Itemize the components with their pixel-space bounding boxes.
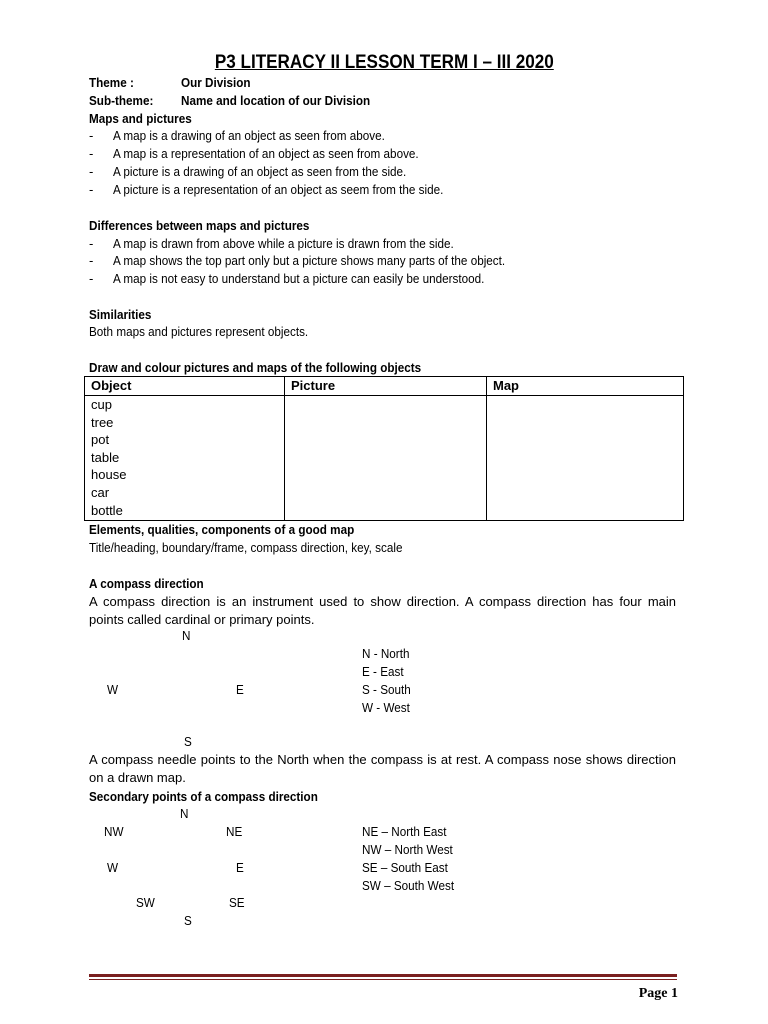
column-header-map: Map — [487, 377, 684, 396]
compass-note: A compass needle points to the North when the compass is at rest. A compass nose shows direction on a drawn map. — [89, 752, 676, 785]
secondary-w: W — [107, 860, 119, 875]
secondary-nw: NW — [104, 824, 124, 839]
compass-legend-item: E - East — [362, 664, 404, 679]
object-item: car — [91, 484, 110, 500]
compass-e: E — [236, 682, 244, 697]
secondary-sw: SW — [136, 895, 155, 910]
secondary-n: N — [180, 806, 189, 821]
footer-rule — [89, 974, 677, 977]
page-title: P3 LITERACY II LESSON TERM I – III 2020 — [214, 52, 554, 73]
bullet-dash: - — [89, 236, 94, 251]
maps-pictures-bullet: A map is a representation of an object as seen from above. — [113, 146, 419, 161]
subtheme-value: Name and location of our Division — [181, 93, 371, 108]
object-item: pot — [91, 432, 110, 448]
differences-heading: Differences between maps and pictures — [89, 218, 310, 233]
object-item: house — [91, 467, 127, 483]
differences-bullet: A map is drawn from above while a picture is drawn from the side. — [113, 236, 454, 251]
column-header-picture: Picture — [285, 377, 487, 396]
secondary-legend-item: SE – South East — [362, 860, 448, 875]
bullet-dash: - — [89, 146, 94, 161]
theme-value: Our Division — [181, 75, 251, 90]
object-item: bottle — [91, 502, 123, 518]
bullet-dash: - — [89, 164, 94, 179]
column-header-object: Object — [85, 377, 285, 396]
maps-pictures-bullet: A map is a drawing of an object as seen from above. — [113, 128, 385, 143]
object-item: cup — [91, 397, 112, 412]
compass-legend-item: S - South — [362, 682, 411, 697]
secondary-se: SE — [229, 895, 245, 910]
compass-intro: A compass direction is an instrument used to show direction. A compass direction has four main points called cardinal or primary points. — [89, 594, 676, 627]
bullet-dash: - — [89, 271, 94, 286]
map-cell — [487, 396, 684, 521]
secondary-ne: NE — [226, 824, 243, 839]
maps-pictures-heading: Maps and pictures — [89, 111, 192, 126]
compass-legend-item: N - North — [362, 646, 410, 661]
secondary-s: S — [184, 913, 192, 928]
elements-text: Title/heading, boundary/frame, compass direction, key, scale — [89, 540, 403, 555]
similarities-heading: Similarities — [89, 307, 152, 322]
secondary-e: E — [236, 860, 244, 875]
page-number: Page 1 — [638, 986, 678, 1001]
secondary-legend-item: NW – North West — [362, 842, 453, 857]
compass-s: S — [184, 734, 192, 749]
maps-pictures-bullet: A picture is a representation of an object as seem from the side. — [113, 182, 444, 197]
compass-n: N — [182, 628, 191, 643]
secondary-heading: Secondary points of a compass direction — [89, 789, 318, 804]
differences-bullet: A map is not easy to understand but a picture can easily be understood. — [113, 271, 485, 286]
maps-pictures-bullet: A picture is a drawing of an object as seen from the side. — [113, 164, 407, 179]
object-list-cell — [85, 396, 285, 521]
compass-w: W — [107, 682, 119, 697]
object-item: table — [91, 449, 120, 465]
objects-table — [84, 376, 684, 521]
subtheme-label: Sub-theme: — [89, 93, 154, 108]
secondary-legend-item: SW – South West — [362, 878, 455, 893]
theme-label: Theme : — [89, 75, 134, 90]
object-item: tree — [91, 414, 114, 430]
table-row — [85, 396, 684, 521]
compass-heading: A compass direction — [89, 576, 204, 591]
bullet-dash: - — [89, 182, 94, 197]
bullet-dash: - — [89, 128, 94, 143]
elements-heading: Elements, qualities, components of a good map — [89, 522, 355, 537]
footer-rule-thin — [89, 979, 677, 980]
secondary-legend-item: NE – North East — [362, 824, 447, 839]
draw-heading: Draw and colour pictures and maps of the following objects — [89, 360, 422, 375]
table-header-row — [85, 377, 684, 396]
bullet-dash: - — [89, 253, 94, 268]
picture-cell — [285, 396, 487, 521]
compass-legend-item: W - West — [362, 700, 410, 715]
similarities-text: Both maps and pictures represent objects. — [89, 324, 309, 339]
differences-bullet: A map shows the top part only but a picture shows many parts of the object. — [113, 253, 506, 268]
